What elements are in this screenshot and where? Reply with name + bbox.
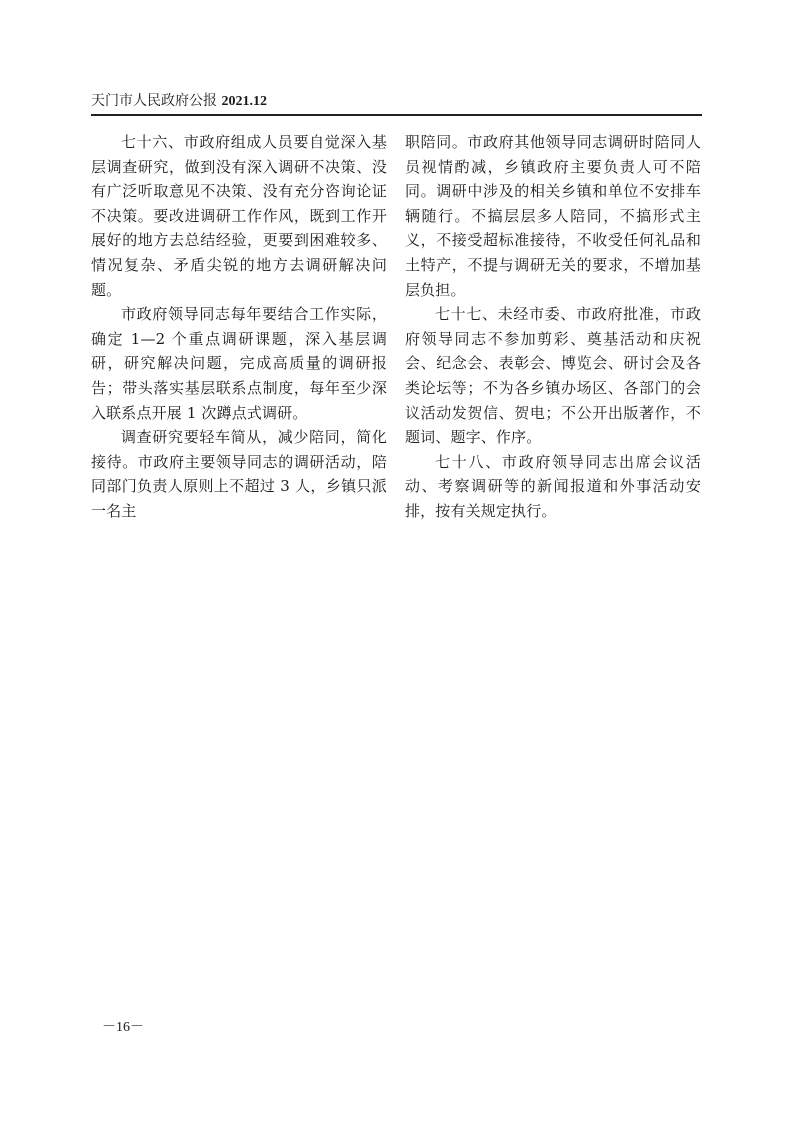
paragraph-76: 七十六、市政府组成人员要自觉深入基层调查研究，做到没有深入调研不决策、没有广泛听取意见不决策、没有充分咨询论证不决策。要改进调研工作作风，既到工作开展好的地方去总结经验，更要到困难较多、情况复杂、矛盾尖锐的地方去调研解决问题。 (91, 133, 387, 299)
paragraph-continuation: 职陪同。市政府其他领导同志调研时陪同人员视情酌减，乡镇政府主要负责人可不陪同。调研中涉及的相关乡镇和单位不安排车辆随行。不搞层层多人陪同，不搞形式主义，不接受超标准接待，不收受任何礼品和土特产，不提与调研无关的要求，不增加基层负担。 (405, 133, 701, 299)
issue-number: 2021.12 (221, 94, 267, 109)
page-number: －16－ (102, 1020, 144, 1035)
publication-name: 天门市人民政府公报 (91, 93, 217, 109)
header-divider (91, 114, 702, 116)
left-column (91, 130, 387, 524)
paragraph-77: 七十七、未经市委、市政府批准，市政府领导同志不参加剪彩、奠基活动和庆祝会、纪念会、表彰会、博览会、研讨会及各类论坛等；不为各乡镇办场区、各部门的会议活动发贺信、贺电；不公开出版著作，不题词、题字、作序。 (405, 305, 701, 447)
paragraph-78: 七十八、市政府领导同志出席会议活动、考察调研等的新闻报道和外事活动安排，按有关规定执行。 (405, 452, 701, 520)
paragraph-leaders-research: 市政府领导同志每年要结合工作实际，确定 1—2 个重点调研课题，深入基层调研，研究解决问题，完成高质量的调研报告；带头落实基层联系点制度，每年至少深入联系点开展 1 次蹲点式调研。 (91, 305, 387, 422)
right-column (405, 130, 701, 524)
paragraph-light-travel: 调查研究要轻车简从，减少陪同，简化接待。市政府主要领导同志的调研活动，陪同部门负责人原则上不超过 3 人，乡镇只派一名主 (91, 428, 387, 520)
page-header (91, 92, 702, 112)
header-title (91, 92, 267, 111)
